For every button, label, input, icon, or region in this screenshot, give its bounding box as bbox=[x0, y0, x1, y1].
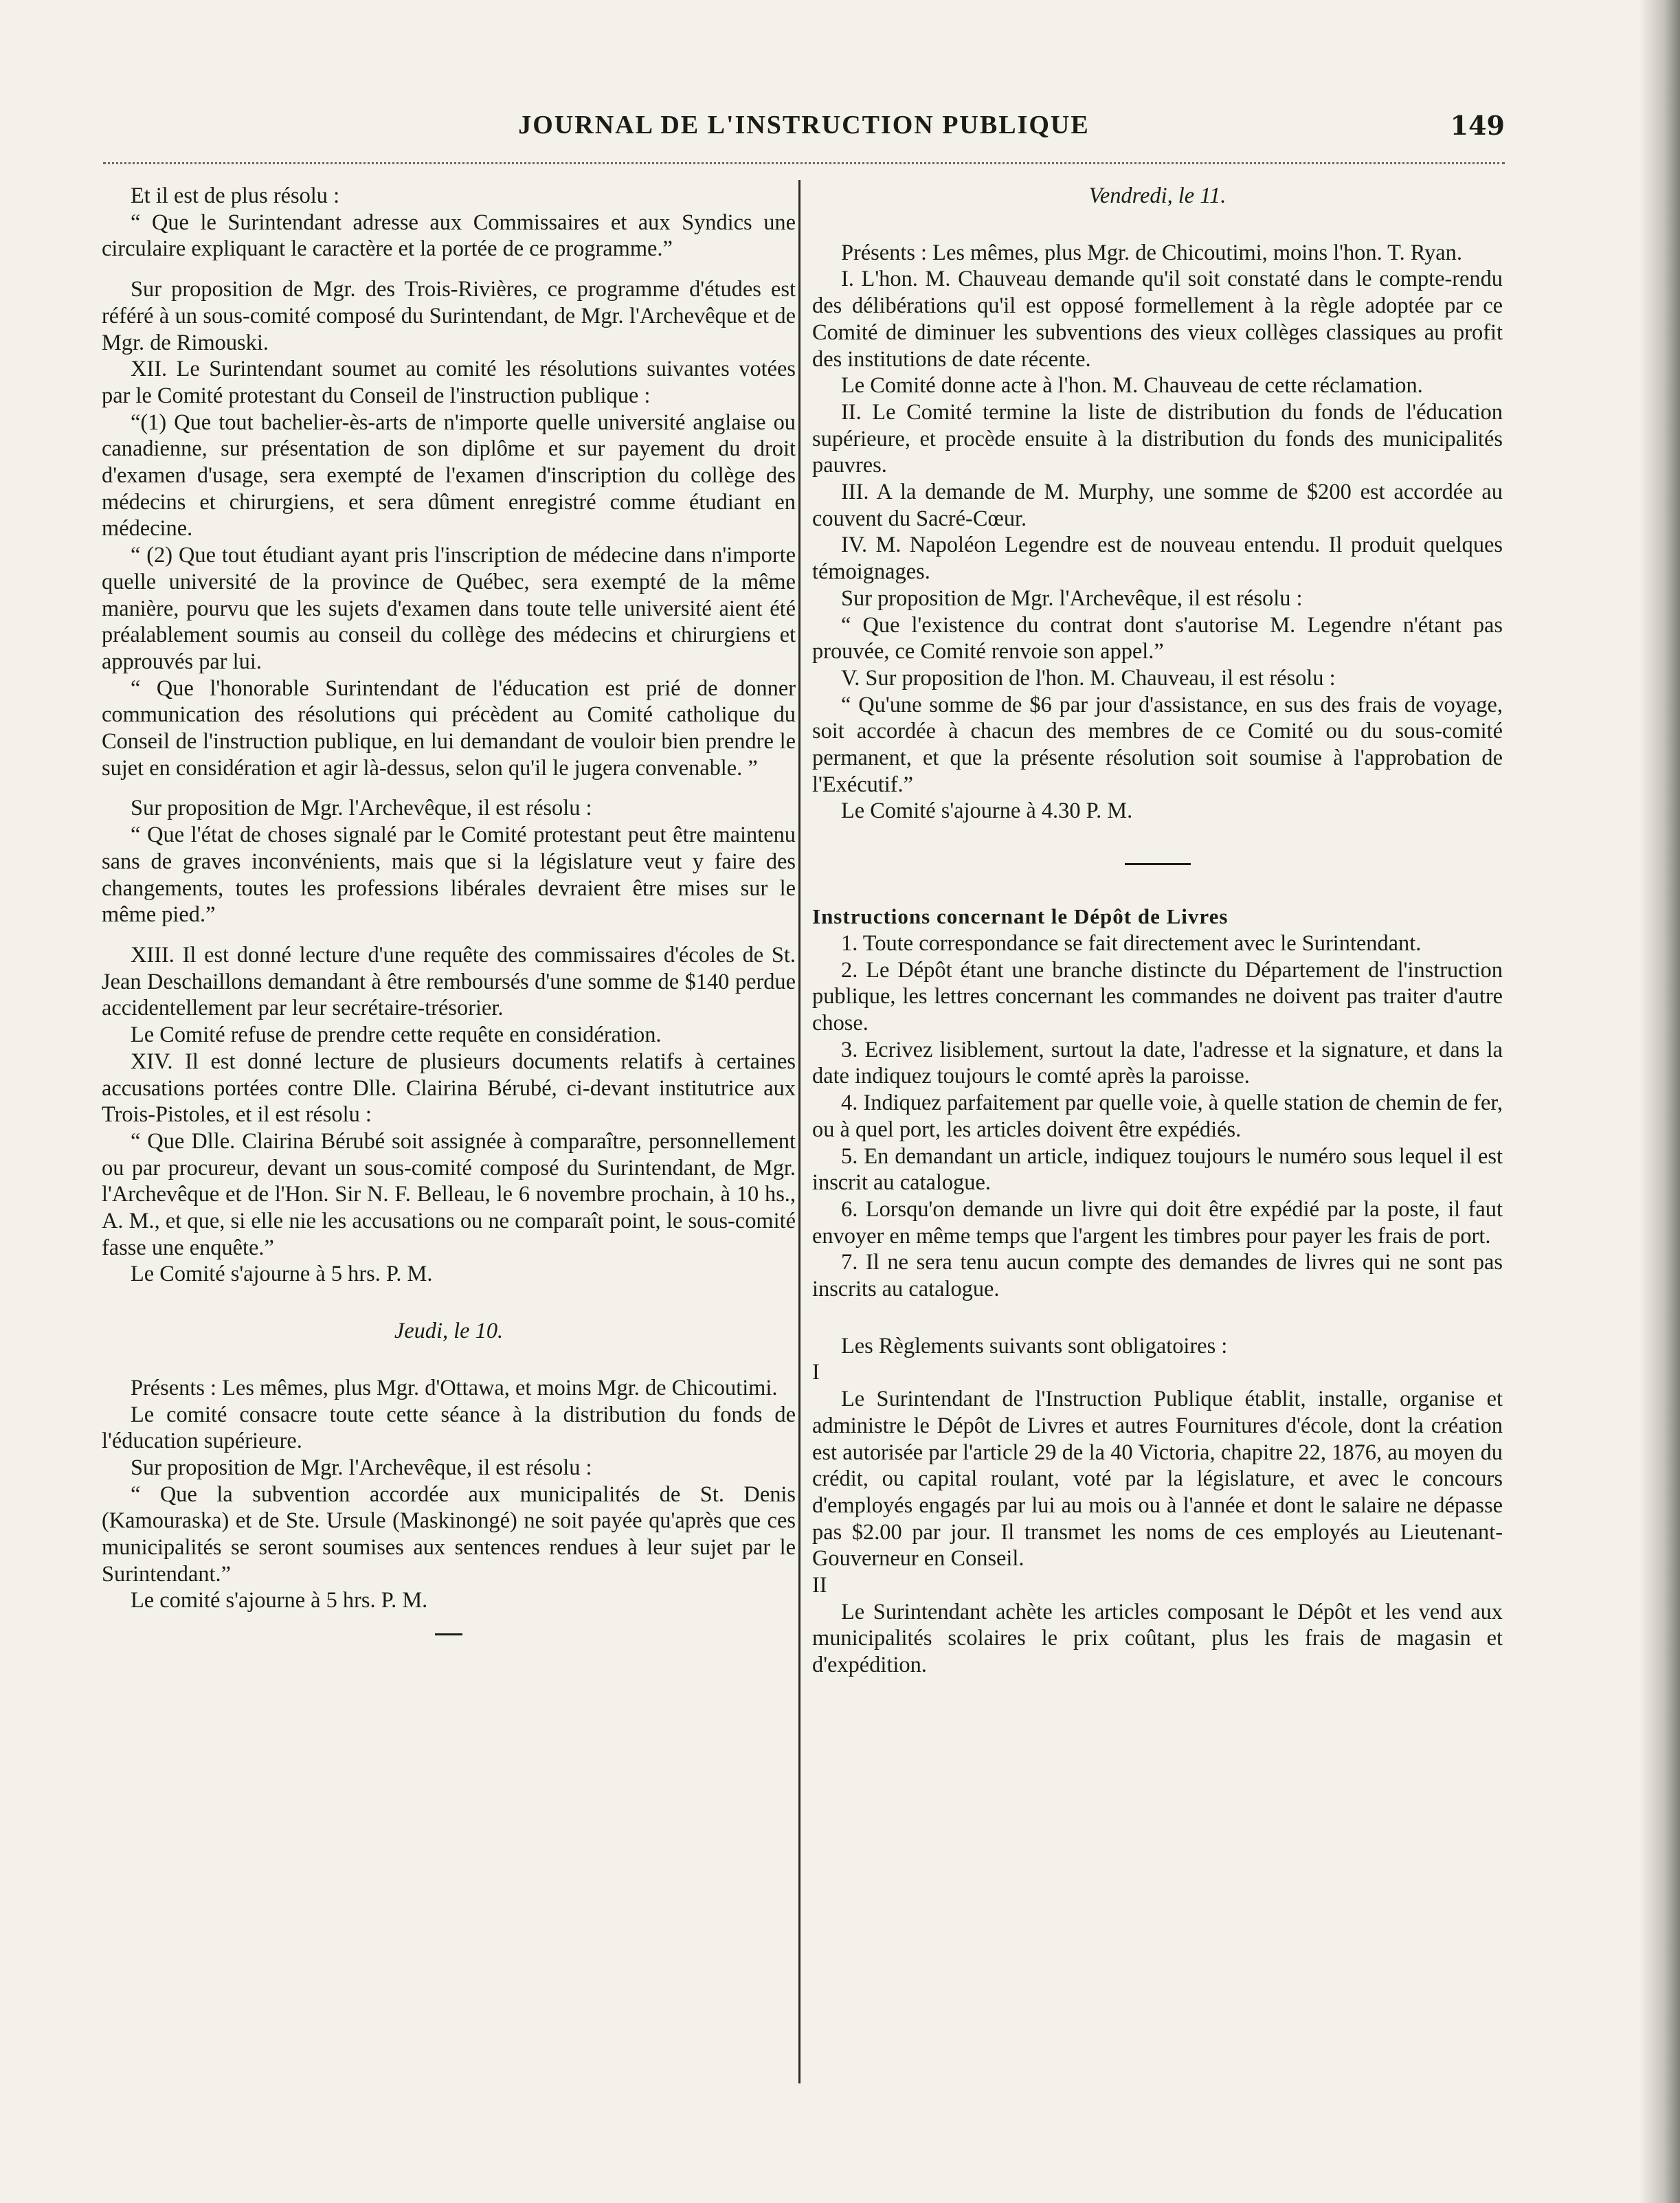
roman-numeral: II bbox=[812, 1573, 827, 1598]
right-column bbox=[812, 183, 1503, 1679]
paragraph: Le Comité refuse de prendre cette requête en considération. bbox=[131, 1022, 662, 1048]
roman-numeral: I bbox=[812, 1360, 820, 1385]
paragraph: Le comité consacre toute cette séance à la distribution du fonds de l'éducation supérieure. bbox=[102, 1402, 796, 1454]
paragraph: “ Que la subvention accordée aux municipalités de St. Denis (Kamouraska) et de Ste. Ursule (Maskinongé) ne soit payée qu'après que ces municipalités se seront soumises aux sentences rendues à leur sujet par le Surintendant.” bbox=[102, 1481, 796, 1587]
paragraph: “(1) Que tout bachelier-ès-arts de n'importe quelle université anglaise ou canadienne, sur présentation de son diplôme et sur payement du droit d'examen d'usage, sera exempté de l'examen d'inscription du collège des médecins et chirurgiens, et sera dûment enregistré comme étudiant en médecine. bbox=[102, 410, 796, 541]
paragraph: Le Surintendant achète les articles composant le Dépôt et les vend aux municipalités scolaires le prix coûtant, plus les frais de magasin et d'expédition. bbox=[812, 1599, 1503, 1678]
instruction-item: 5. En demandant un article, indiquez toujours le numéro sous lequel il est inscrit au catalogue. bbox=[812, 1143, 1503, 1196]
paragraph: “ Que l'existence du contrat dont s'autorise M. Legendre n'étant pas prouvée, ce Comité renvoie son appel.” bbox=[812, 612, 1503, 664]
paragraph: V. Sur proposition de l'hon. M. Chauveau, il est résolu : bbox=[841, 665, 1336, 691]
header-divider bbox=[103, 162, 1505, 164]
column-divider bbox=[798, 180, 800, 2083]
paragraph: Le Comité donne acte à l'hon. M. Chauveau de cette réclamation. bbox=[841, 373, 1423, 399]
paragraph: XIII. Il est donné lecture d'une requête des commissaires d'écoles de St. Jean Deschaillons demandant à être remboursés d'une somme de $140 perdue accidentellement par leur secrétaire-trésorier. bbox=[102, 942, 796, 1021]
paragraph: Sur proposition de Mgr. l'Archevêque, il est résolu : bbox=[841, 585, 1303, 611]
paragraph: III. A la demande de M. Murphy, une somme de $200 est accordée au couvent du Sacré-Cœur. bbox=[812, 480, 1503, 531]
paragraph: Le Comité s'ajourne à 5 hrs. P. M. bbox=[131, 1262, 433, 1287]
paragraph: Présents : Les mêmes, plus Mgr. d'Ottawa, et moins Mgr. de Chicoutimi. bbox=[131, 1375, 778, 1400]
paragraph: “ Que Dlle. Clairina Bérubé soit assignée à comparaître, personnellement ou par procureur, devant un sous-comité composé du Surintendant, de Mgr. l'Archevêque et de l'Hon. Sir N. F. Belleau, le 6 novembre prochain, à 10 hs., A. M., et que, si elle nie les accusations ou ne comparaît point, le sous-comité fasse une enquête.” bbox=[102, 1128, 796, 1260]
paragraph: “ Que le Surintendant adresse aux Commissaires et aux Syndics une circulaire expliquant le caractère et la portée de ce programme.” bbox=[102, 210, 796, 262]
day-heading: Jeudi, le 10. bbox=[394, 1319, 504, 1344]
paragraph: I. L'hon. M. Chauveau demande qu'il soit constaté dans le compte-rendu des délibérations qu'il est opposé formellement à la règle adoptée par ce Comité de diminuer les subventions des vieux collèges classiques au profit des institutions de date récente. bbox=[812, 267, 1503, 372]
page-number: 149 bbox=[1450, 110, 1505, 141]
day-heading: Vendredi, le 11. bbox=[1088, 183, 1227, 208]
section-title: Instructions concernant le Dépôt de Livres bbox=[812, 904, 1229, 929]
paragraph: Sur proposition de Mgr. l'Archevêque, il est résolu : bbox=[131, 1455, 592, 1480]
instruction-item: 3. Ecrivez lisiblement, surtout la date, l'adresse et la signature, et dans la date indiquez toujours le comté après la paroisse. bbox=[812, 1037, 1503, 1089]
page-edge-shadow bbox=[1639, 0, 1680, 2203]
left-column bbox=[102, 183, 796, 1635]
section-rule bbox=[1125, 863, 1191, 865]
paragraph: Le Comité s'ajourne à 4.30 P. M. bbox=[841, 798, 1133, 824]
page-header bbox=[103, 107, 1505, 148]
paragraph: Sur proposition de Mgr. l'Archevêque, il est résolu : bbox=[131, 796, 592, 821]
paragraph: “ (2) Que tout étudiant ayant pris l'inscription de médecine dans n'importe quelle université de la province de Québec, sera exempté de la même manière, pourvu que les sujets d'examen dans toute telle université aient été préalablement soumis au conseil du collège des médecins et chirurgiens et approuvés par lui. bbox=[102, 543, 796, 674]
paragraph: Et il est de plus résolu : bbox=[131, 183, 340, 208]
paragraph: XIV. Il est donné lecture de plusieurs documents relatifs à certaines accusations portées contre Dlle. Clairina Bérubé, ci-devant institutrice aux Trois-Pistoles, et il est résolu : bbox=[102, 1049, 796, 1128]
paragraph: Sur proposition de Mgr. des Trois-Rivières, ce programme d'études est référé à un sous-comité composé du Surintendant, de Mgr. l'Archevêque et de Mgr. de Rimouski. bbox=[102, 277, 796, 355]
instruction-item: 6. Lorsqu'on demande un livre qui doit être expédié par la poste, il faut envoyer en même temps que l'argent les timbres pour payer les frais de port. bbox=[812, 1196, 1503, 1249]
instruction-item: 2. Le Dépôt étant une branche distincte du Département de l'instruction publique, les lettres concernant les commandes ne doivent pas traiter d'autre chose. bbox=[812, 957, 1503, 1036]
paragraph: Présents : Les mêmes, plus Mgr. de Chicoutimi, moins l'hon. T. Ryan. bbox=[841, 240, 1462, 265]
paragraph: Le comité s'ajourne à 5 hrs. P. M. bbox=[131, 1588, 428, 1613]
instruction-item: 4. Indiquez parfaitement par quelle voie, à quelle station de chemin de fer, ou à quel port, les articles doivent être expédiés. bbox=[812, 1091, 1503, 1142]
paragraph: “ Que l'honorable Surintendant de l'éducation est prié de donner communication des résolutions qui précèdent au Comité catholique du Conseil de l'instruction publique, en lui demandant de vouloir bien prendre le sujet en considération et agir là-dessus, selon qu'il le jugera convenable. ” bbox=[102, 675, 796, 781]
paragraph: Le Surintendant de l'Instruction Publique établit, installe, organise et administre le Dépôt de Livres et autres Fournitures d'école, dont la création est autorisée par l'article 29 de la 40 Victoria, chapitre 22, 1876, au moyen du crédit, ou capital roulant, voté par la législature, et avec le concours d'employés engagés par lui au mois ou à l'année et dont le salaire ne dépasse pas $2.00 par jour. Il transmet les noms de ces employés au Lieutenant-Gouverneur en Conseil. bbox=[812, 1387, 1503, 1572]
reglements-heading: Les Règlements suivants sont obligatoires : bbox=[841, 1333, 1228, 1358]
paragraph: “ Qu'une somme de $6 par jour d'assistance, en sus des frais de voyage, soit accordée à chacun des membres de ce Comité ou du sous-comité permanent, et que la présente résolution soit soumise à l'approbation de l'Exécutif.” bbox=[812, 692, 1503, 797]
end-rule bbox=[435, 1633, 462, 1635]
journal-title: JOURNAL DE L'INSTRUCTION PUBLIQUE bbox=[518, 111, 1090, 139]
paragraph: XII. Le Surintendant soumet au comité les résolutions suivantes votées par le Comité protestant du Conseil de l'instruction publique : bbox=[102, 357, 796, 408]
instruction-item: 1. Toute correspondance se fait directement avec le Surintendant. bbox=[841, 930, 1422, 956]
instruction-item: 7. Il ne sera tenu aucun compte des demandes de livres qui ne sont pas inscrits au catalogue. bbox=[812, 1250, 1503, 1302]
paragraph: IV. M. Napoléon Legendre est de nouveau entendu. Il produit quelques témoignages. bbox=[812, 533, 1503, 585]
paragraph: “ Que l'état de choses signalé par le Comité protestant peut être maintenu sans de graves inconvénients, mais que si la législature veut y faire des changements, toutes les professions libérales devraient être mises sur le même pied.” bbox=[102, 823, 796, 928]
paragraph: II. Le Comité termine la liste de distribution du fonds de l'éducation supérieure, et procède ensuite à la distribution du fonds des municipalités pauvres. bbox=[812, 399, 1503, 478]
